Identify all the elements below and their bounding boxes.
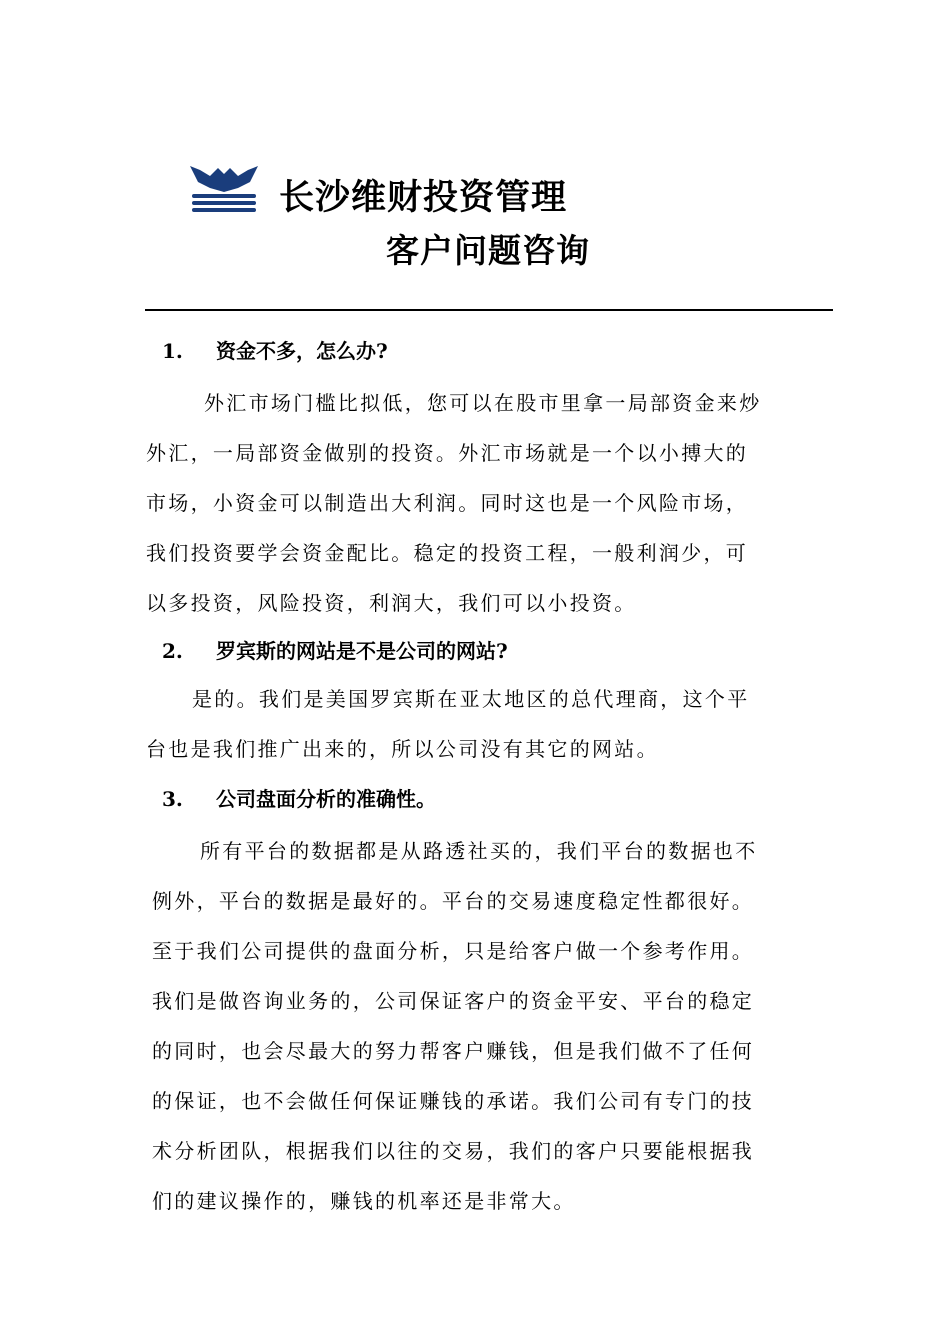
faq-number: 3. <box>162 787 183 811</box>
faq-number: 2. <box>162 639 183 663</box>
faq-number: 1. <box>162 339 183 363</box>
answer-line: 术分析团队，根据我们以往的交易，我们的客户只要能根据我 <box>152 1139 755 1163</box>
faq-answer <box>146 826 811 1226</box>
faq-question <box>146 336 811 366</box>
answer-line: 所有平台的数据都是从路透社买的，我们平台的数据也不 <box>200 839 758 863</box>
answer-line: 的同时，也会尽最大的努力帮客户赚钱，但是我们做不了任何 <box>152 1039 755 1063</box>
answer-line: 们的建议操作的，赚钱的机率还是非常大。 <box>152 1189 576 1213</box>
faq-question <box>146 636 811 666</box>
faq-answer <box>146 378 811 628</box>
answer-line: 我们投资要学会资金配比。稳定的投资工程，一般利润少，可 <box>146 541 749 565</box>
answer-line: 例外，平台的数据是最好的。平台的交易速度稳定性都很好。 <box>152 889 755 913</box>
faq-question-text: 公司盘面分析的准确性。 <box>216 787 436 811</box>
answer-line: 台也是我们推广出来的，所以公司没有其它的网站。 <box>146 737 659 761</box>
faq-question-text: 资金不多，怎么办? <box>216 339 388 363</box>
answer-line: 是的。我们是美国罗宾斯在亚太地区的总代理商，这个平 <box>192 687 750 711</box>
faq-question <box>146 784 811 814</box>
company-logo-icon <box>190 166 258 216</box>
page-subtitle: 客户问题咨询 <box>386 231 590 270</box>
header-divider <box>145 309 833 311</box>
answer-line: 的保证，也不会做任何保证赚钱的承诺。我们公司有专门的技 <box>152 1089 755 1113</box>
faq-item-1 <box>146 336 811 628</box>
faq-item-3 <box>146 784 811 1226</box>
answer-line: 外汇，一局部资金做别的投资。外汇市场就是一个以小搏大的 <box>146 441 749 465</box>
answer-line: 外汇市场门槛比拟低，您可以在股市里拿一局部资金来炒 <box>204 391 762 415</box>
faq-answer <box>146 674 811 774</box>
faq-item-2 <box>146 636 811 774</box>
answer-line: 至于我们公司提供的盘面分析，只是给客户做一个参考作用。 <box>152 939 755 963</box>
answer-line: 我们是做咨询业务的，公司保证客户的资金平安、平台的稳定 <box>152 989 755 1013</box>
faq-question-text: 罗宾斯的网站是不是公司的网站? <box>216 639 508 663</box>
company-title: 长沙维财投资管理 <box>279 178 568 218</box>
answer-line: 市场，小资金可以制造出大利润。同时这也是一个风险市场， <box>146 491 749 515</box>
answer-line: 以多投资，风险投资，利润大，我们可以小投资。 <box>146 591 637 615</box>
